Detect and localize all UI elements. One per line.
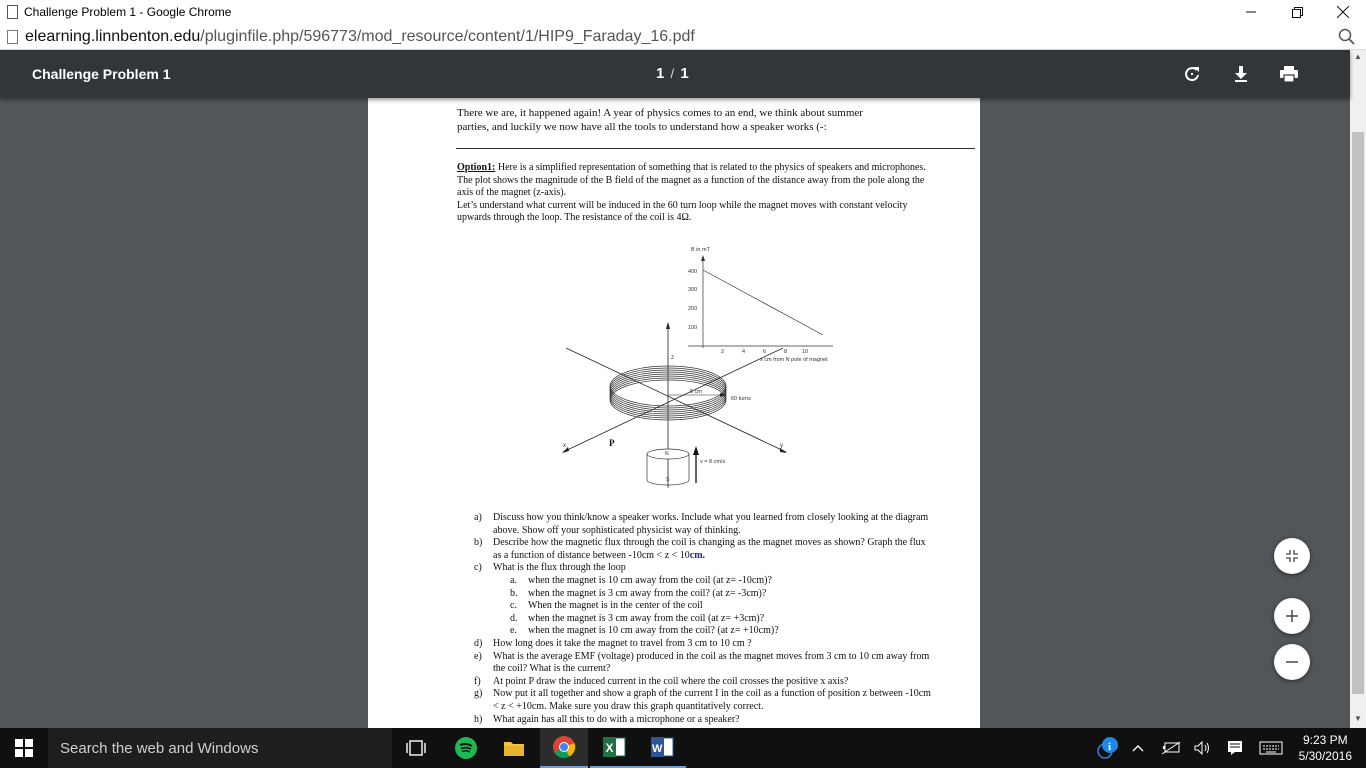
zoom-magnifier-icon[interactable]: [1338, 28, 1356, 46]
file-explorer-app[interactable]: [490, 728, 538, 768]
fit-page-icon: [1284, 548, 1300, 564]
x-tick-4: 4: [742, 349, 746, 355]
restore-icon: [1292, 7, 1303, 18]
y-tick-100: 100: [688, 325, 698, 331]
y-axis-line: [566, 348, 786, 452]
start-button[interactable]: [0, 728, 48, 768]
task-view-icon: [406, 740, 426, 756]
minus-icon: [1285, 655, 1299, 669]
question-g: g) Now put it all together and show a graph of the current I in the coil as a function of position z between -10cm < z < +10cm. Make sure you draw this graph quantitatively correct.: [474, 688, 931, 712]
subquestion-c: c. When the magnet is in the center of the coil: [510, 600, 703, 612]
print-icon: [1279, 65, 1299, 83]
page-separator: /: [670, 66, 675, 81]
x-tick-6: 6: [763, 349, 767, 355]
window-controls: [1228, 0, 1366, 24]
scroll-down-icon[interactable]: ▼: [1354, 714, 1362, 723]
intro-paragraph: [457, 106, 927, 134]
magnet-coil-diagram: [558, 243, 838, 488]
chrome-icon: [552, 735, 576, 759]
close-icon: [1337, 6, 1349, 18]
intro-line-2: parties, and luckily we now have all the tools to understand how a speaker works (-:: [457, 121, 827, 133]
velocity-label: v = 8 cm/s: [700, 459, 726, 465]
zoom-in-button[interactable]: [1274, 598, 1310, 634]
window-title: Challenge Problem 1 - Google Chrome: [24, 5, 232, 19]
subquestion-b: b. when the magnet is 3 cm away from the coil? (at z= -3cm)?: [510, 587, 767, 599]
plus-icon: [1285, 609, 1299, 623]
message-icon: [1227, 740, 1243, 756]
clock-date: 5/30/2016: [1298, 749, 1352, 763]
y-tick-200: 200: [688, 306, 698, 312]
question-h: h) What again has all this to do with a microphone or a speaker?: [474, 713, 740, 725]
volume-icon: [1194, 741, 1212, 755]
download-button[interactable]: [1229, 62, 1253, 86]
keyboard-button[interactable]: [1256, 728, 1286, 768]
fit-to-page-button[interactable]: [1274, 538, 1310, 574]
scrollbar-thumb[interactable]: [1352, 132, 1364, 694]
y-tick-300: 300: [688, 287, 698, 293]
turns-label: 60 turns: [731, 396, 751, 402]
pdf-page: [368, 98, 980, 728]
velocity-arrow-head: [693, 446, 699, 455]
option-label: Option1:: [457, 162, 496, 173]
subquestion-a: a. when the magnet is 10 cm away from the coil (at z= -10cm)?: [510, 574, 772, 586]
page-icon: [7, 5, 18, 19]
taskbar: [0, 728, 1366, 768]
rotate-button[interactable]: [1180, 62, 1204, 86]
battery-network-button[interactable]: [1158, 728, 1184, 768]
chevron-up-icon: [1132, 744, 1144, 752]
svg-text:W: W: [652, 743, 663, 755]
spotify-app[interactable]: [442, 728, 490, 768]
clock-time: 9:23 PM: [1302, 733, 1348, 747]
keyboard-icon: [1259, 741, 1283, 755]
word-app[interactable]: [638, 728, 686, 768]
search-placeholder: Search the web and Windows: [60, 740, 259, 757]
rotate-icon: [1183, 65, 1201, 83]
restore-button[interactable]: [1274, 0, 1320, 24]
taskbar-search[interactable]: [48, 728, 392, 768]
download-icon: [1233, 65, 1249, 83]
graph-y-arrow: [701, 255, 705, 261]
scroll-up-icon[interactable]: ▲: [1354, 52, 1362, 61]
option-text: Here is a simplified representation of something that is related to the physics of speakers and microphones. The plot shows the magnitude of the B field of the magnet as a function of the distance away from the pole along the axis of the magnet (z-axis).: [457, 162, 926, 198]
excel-app[interactable]: [590, 728, 638, 768]
z-label: z: [671, 355, 674, 361]
svg-text:i: i: [1108, 741, 1112, 753]
notification-badge-app[interactable]: [1092, 728, 1122, 768]
volume-button[interactable]: [1190, 728, 1216, 768]
windows-logo-icon: [15, 739, 33, 757]
vertical-scrollbar[interactable]: [1350, 50, 1366, 728]
question-b: b) Describe how the magnetic flux through the coil is changing as the magnet moves as shown? Graph the flux as a function of distance between -10cm < z < 10cm.: [474, 537, 926, 561]
z-axis-arrow: [666, 322, 670, 329]
intro-line-1: There we are, it happened again! A year of physics comes to an end, we think about summer: [457, 107, 863, 119]
question-d: d) How long does it take the magnet to travel from 3 cm to 10 cm ?: [474, 637, 752, 649]
action-center-button[interactable]: [1222, 728, 1248, 768]
url-path: /pluginfile.php/596773/mod_resource/content/1/HIP9_Faraday_16.pdf: [200, 27, 695, 45]
task-view-button[interactable]: [392, 728, 440, 768]
page-total: 1: [680, 65, 689, 82]
info-badge-icon: [1095, 736, 1119, 760]
print-button[interactable]: [1277, 62, 1301, 86]
chrome-app[interactable]: [540, 728, 588, 768]
question-c: c) What is the flux through the loop: [474, 562, 626, 574]
url-host: elearning.linnbenton.edu: [25, 27, 201, 45]
x-tick-2: 2: [721, 349, 725, 355]
word-icon: [650, 736, 674, 758]
battery-icon: [1161, 741, 1181, 755]
spotify-icon: [454, 736, 478, 760]
url-text[interactable]: [25, 28, 695, 46]
minimize-icon: [1246, 7, 1256, 17]
radius-label: 5 cm: [690, 389, 702, 395]
pdf-toolbar: [0, 50, 1350, 98]
page-indicator: [656, 65, 689, 82]
question-a: a) Discuss how you think/know a speaker works. Include what you learned from closely looking at the diagram above. Show off your sophisticated physicist way of thinking.: [474, 512, 929, 536]
svg-text:X: X: [605, 741, 614, 755]
x-label: x: [563, 443, 566, 449]
window-titlebar: [0, 0, 1366, 24]
x-tick-8: 8: [784, 349, 788, 355]
question-e: e) What is the average EMF (voltage) produced in the coil as the magnet moves from 3 cm to 10 cm away from the coil? What is the current?: [474, 650, 930, 675]
zoom-out-button[interactable]: [1274, 644, 1310, 680]
option-text-2: Let’s understand what current will be induced in the 60 turn loop while the magnet moves with constant velocity upwards through the loop. The resistance of the coil is 4Ω.: [457, 199, 908, 223]
north-label: N: [665, 451, 669, 457]
excel-icon: [602, 736, 626, 758]
subquestion-d: d. when the magnet is 3 cm away from the coil (at z= +3cm)?: [510, 612, 765, 624]
address-bar[interactable]: [0, 24, 1366, 50]
page-number-input[interactable]: 1: [656, 65, 665, 82]
option-paragraph: [457, 162, 927, 225]
question-f: f) At point P draw the induced current in the coil where the coil crosses the positive x axis?: [474, 675, 849, 687]
page-info-icon[interactable]: [7, 30, 18, 44]
divider: [456, 148, 975, 149]
y-tick-400: 400: [688, 269, 698, 275]
b-field-line: [703, 270, 823, 335]
system-clock[interactable]: [1299, 732, 1352, 764]
question-list: [474, 512, 934, 726]
subquestion-e: e. when the magnet is 10 cm away from the coil? (at z= +10cm)?: [510, 625, 779, 637]
x-tick-10: 10: [802, 349, 809, 355]
minimize-button[interactable]: [1228, 0, 1274, 24]
y-label: y: [780, 443, 783, 449]
south-label: S: [666, 477, 670, 483]
graph-x-label: x cm from N pole of magnet: [760, 357, 828, 363]
show-hidden-icons-button[interactable]: [1128, 728, 1148, 768]
graph-y-label: B in mT: [691, 247, 710, 253]
point-p-label: P: [609, 438, 615, 448]
close-button[interactable]: [1320, 0, 1366, 24]
folder-icon: [503, 739, 525, 757]
pdf-document-title: Challenge Problem 1: [32, 66, 171, 82]
